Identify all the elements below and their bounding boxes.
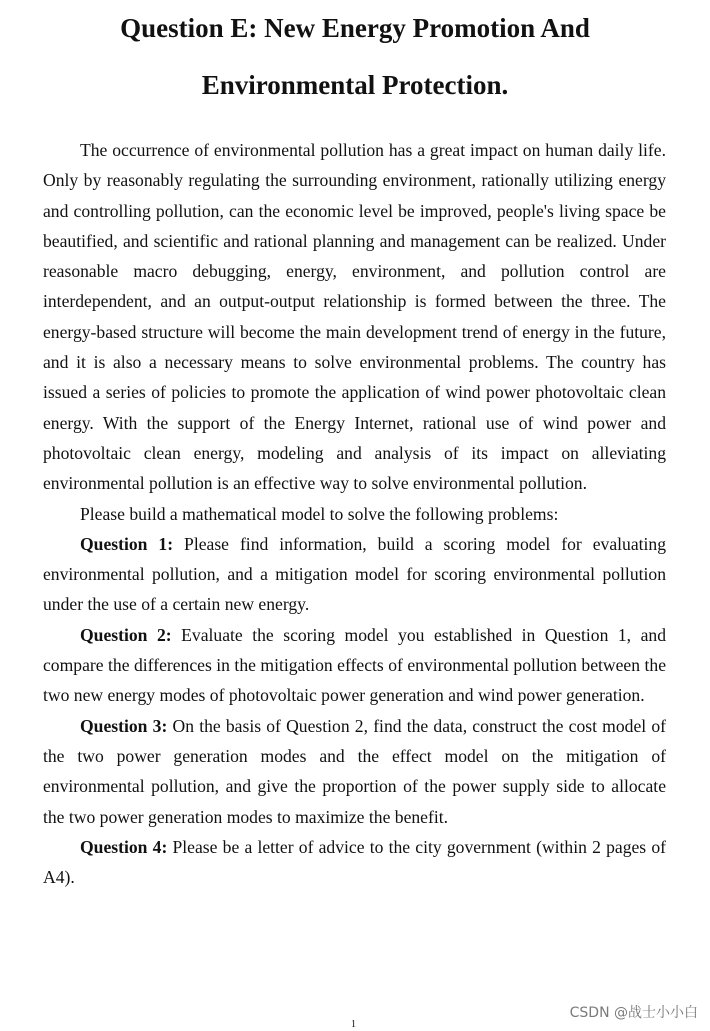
question-4-text: Please be a letter of advice to the city government (within 2 pages of A4). [43, 836, 666, 888]
prompt-paragraph: Please build a mathematical model to solve the following problems: [80, 503, 559, 524]
question-3-label: Question 3: [80, 715, 168, 736]
question-2-text: Evaluate the scoring model you established in Question 1, and compare the differences in the mitigation effects of environmental pollution between the two new energy modes of photovoltaic power generation and wind power generation. [43, 624, 667, 706]
intro-paragraph: The occurrence of environmental pollution has a great impact on human daily life. Only by reasonably regulating the surrounding environment, rationally utilizing energy and controlling pollution, can the economic level be improved, people's living space be beautified, and scientific and rational planning and management can be realized. Under reasonable macro debugging, energy, environment, and pollution control are interdependent, and an output-output relationship is formed between the three. The energy-based structure will become the main development trend of energy in the future, and it is also a necessary means to solve environmental problems. The country has issued a series of policies to promote the application of wind power photovoltaic clean energy. With the support of the Energy Internet, rational use of wind power and photovoltaic clean energy, modeling and analysis of its impact on alleviating environmental pollution is an effective way to solve environmental pollution. [43, 140, 666, 494]
question-1-paragraph [43, 529, 666, 620]
question-4-paragraph [43, 832, 666, 893]
question-1-label: Question 1: [80, 533, 174, 554]
question-2-label: Question 2: [80, 624, 172, 645]
document-body [43, 135, 666, 892]
csdn-watermark: CSDN @战士小小白 [569, 1005, 698, 1021]
page-number: 1 [351, 1019, 356, 1030]
question-1-text: Please find information, build a scoring model for evaluating environmental pollution, and a mitigation model for scoring environmental pollution under the use of a certain new energy. [43, 533, 666, 615]
question-4-label: Question 4: [80, 836, 168, 857]
title-line-2: Environmental Protection. [201, 70, 509, 100]
title-line-1: Question E: New Energy Promotion And [120, 13, 590, 43]
question-3-text: On the basis of Question 2, find the data, construct the cost model of the two power generation modes and the effect model on the mitigation of environmental pollution, and give the proportion of the power supply side to allocate the two power generation modes to maximize the benefit. [43, 715, 667, 827]
question-3-paragraph [43, 711, 666, 832]
question-2-paragraph [43, 620, 666, 711]
